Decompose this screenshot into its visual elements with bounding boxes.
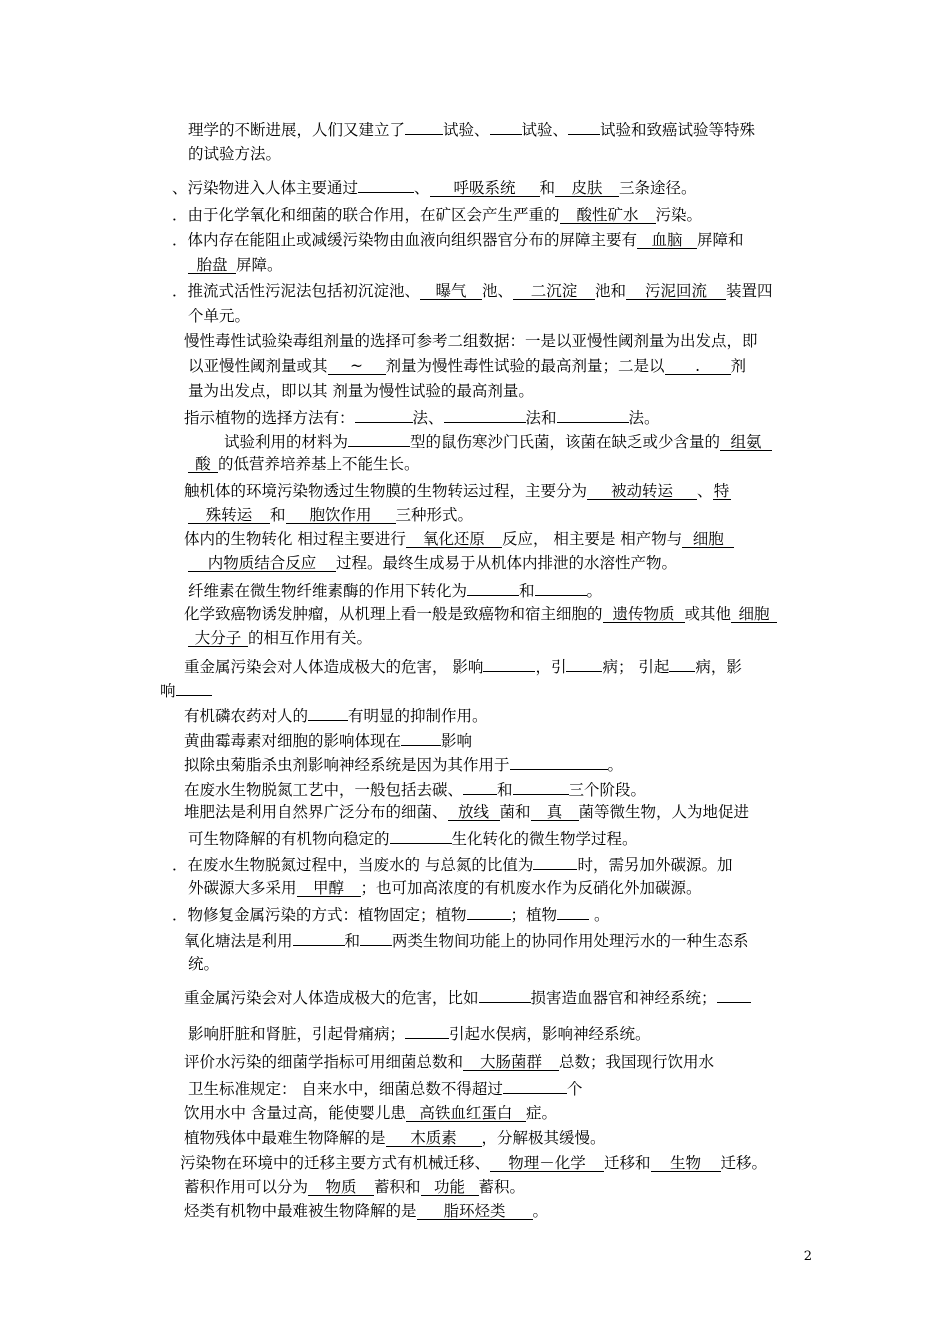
text-line (188, 579, 602, 601)
underlined-blank: 殊转运 (188, 507, 270, 524)
text-line (188, 954, 219, 974)
underlined-blank: 胞饮作用 (286, 507, 396, 524)
underlined-blank: 遗传物质 (603, 606, 685, 623)
text-segment: 屏障和 (697, 231, 744, 249)
text-segment: 卫生标准规定： 自来水中，细菌总数不得超过 (188, 1080, 503, 1098)
text-segment: 植物残体中最难生物降解的是 (184, 1129, 386, 1147)
text-segment: 。 (586, 582, 603, 600)
text-line (184, 704, 488, 726)
text-segment: ，引 (535, 658, 567, 676)
text-segment: 理学的不断进展，人们又建立了 (188, 121, 406, 139)
text-segment: 反应， 相主要是 相产物与 (501, 530, 683, 548)
text-line (188, 118, 755, 140)
text-segment: 试验、 (521, 121, 569, 139)
underlined-blank (355, 406, 413, 423)
underlined-blank: 放线 (448, 804, 500, 821)
text-line (188, 306, 250, 326)
underlined-blank (360, 929, 392, 946)
underlined-blank: 细胞 (731, 606, 777, 623)
text-segment: 损害造血器官和神经系统； (530, 989, 717, 1007)
text-segment: 以亚慢性阈剂量或其 (188, 357, 328, 375)
text-segment: 的相互作用有关。 (248, 629, 373, 647)
text-line (184, 406, 660, 428)
text-segment: 外碳源大多采用 (188, 879, 297, 897)
text-line (188, 878, 702, 898)
underlined-blank: 生物 (651, 1155, 721, 1172)
text-segment: 烃类有机物中最难被生物降解的是 (184, 1202, 417, 1220)
underlined-blank: 组氨 (720, 434, 772, 451)
text-segment: 量为出发点，即以其 剂量为慢性试验的最高剂量。 (188, 382, 534, 400)
text-segment: 氧化塘法是利用 (184, 932, 293, 950)
text-segment: 。 (532, 1202, 549, 1220)
underlined-blank: 物质 (308, 1179, 374, 1196)
text-segment: 影响 (441, 732, 473, 750)
text-segment: ；植物 (510, 906, 558, 924)
text-line (180, 1153, 767, 1173)
underlined-blank (176, 679, 212, 696)
underlined-blank (717, 986, 751, 1003)
underlined-blank (503, 1077, 567, 1094)
text-segment: 三种形式。 (395, 506, 474, 524)
text-line (188, 255, 283, 275)
text-line (184, 1128, 606, 1148)
underlined-blank: 酸性矿水 (560, 207, 656, 224)
underlined-blank (535, 579, 587, 596)
text-segment: 的低营养培养基上不能生长。 (218, 455, 420, 473)
text-segment: 生化转化的微生物学过程。 (451, 830, 638, 848)
text-segment: 指示植物的选择方法有： (184, 409, 355, 427)
text-segment: 池和 (595, 282, 627, 300)
text-segment: 型的鼠伤寒沙门氏菌，该菌在缺乏或少含量的 (410, 433, 721, 451)
text-segment: 。 (589, 906, 610, 924)
text-segment: 过程。最终生成易于从机体内排泄的水溶性产物。 (336, 554, 678, 572)
text-segment: 影响肝脏和肾脏，引起骨痛病； (188, 1025, 406, 1043)
text-segment: 污染。 (655, 206, 703, 224)
text-segment: 。 (607, 756, 624, 774)
underlined-blank (405, 1022, 449, 1039)
text-line (188, 454, 420, 474)
text-segment: 污染物在环境中的迁移主要方式有机械迁移、 (180, 1154, 491, 1172)
underlined-blank: 真 (531, 804, 579, 821)
underlined-blank: 大分子 (188, 630, 248, 647)
text-segment: ．在废水生物脱氮过程中，当废水的 与总氮的比值为 (172, 856, 534, 874)
text-line (160, 679, 212, 701)
text-line (184, 986, 751, 1008)
underlined-blank (513, 778, 569, 795)
text-segment: 症。 (525, 1104, 557, 1122)
underlined-blank (390, 827, 452, 844)
text-line (172, 176, 697, 198)
underlined-blank (293, 929, 345, 946)
text-segment: 三条途径。 (619, 179, 697, 197)
text-segment: 触机体的环境污染物透过生物膜的生物转运过程，主要分为 (184, 482, 588, 500)
text-line (184, 802, 749, 822)
text-line (188, 1022, 651, 1044)
text-segment: 试验和致癌试验等特殊 (600, 121, 756, 139)
text-line (184, 604, 777, 624)
underlined-blank: 特 (713, 482, 730, 500)
underlined-blank (568, 118, 600, 135)
text-segment: 、 (414, 179, 430, 197)
text-line (184, 1052, 714, 1072)
text-segment: 、 (697, 482, 713, 500)
text-segment: 和 (539, 179, 556, 197)
text-segment: 法、 (412, 409, 444, 427)
underlined-blank (533, 853, 577, 870)
text-segment: 蓄积。 (478, 1178, 526, 1196)
text-line (188, 356, 746, 376)
text-segment: 和 (519, 582, 535, 600)
underlined-blank: . (665, 358, 731, 375)
underlined-blank: 皮肤 (555, 180, 619, 197)
underlined-blank: 污泥回流 (626, 283, 726, 300)
text-segment: 菌等微生物，人为地促进 (578, 803, 750, 821)
text-line (224, 430, 772, 452)
text-segment: ．体内存在能阻止或减缓污染物由血液向组织器官分布的屏障主要有 (172, 231, 638, 249)
underlined-blank: 内物质结合反应 (188, 555, 336, 572)
text-segment: 统。 (188, 955, 220, 973)
underlined-blank: 高铁血红蛋白 (406, 1105, 526, 1122)
text-segment: 剂量为慢性毒性试验的最高剂量；二是以 (385, 357, 665, 375)
text-segment: 剂 (730, 357, 747, 375)
text-line (184, 529, 734, 549)
underlined-blank (308, 704, 348, 721)
text-line (184, 1201, 548, 1221)
underlined-blank (669, 655, 695, 672)
underlined-blank (566, 655, 602, 672)
text-line (172, 853, 732, 875)
text-segment: 黄曲霉毒素对细胞的影响体现在 (184, 732, 402, 750)
text-segment: 个单元。 (188, 307, 251, 325)
text-segment: 个 (566, 1080, 583, 1098)
text-line (172, 281, 773, 301)
text-segment: 拟除虫菊脂杀虫剂影响神经系统是因为其作用于 (184, 756, 510, 774)
underlined-blank: 二沉淀 (513, 283, 595, 300)
text-segment: 迁移。 (720, 1154, 768, 1172)
text-line (172, 230, 744, 250)
text-segment: 屏障。 (236, 256, 283, 274)
underlined-blank (479, 986, 531, 1003)
text-segment: 总数；我国现行饮用水 (559, 1053, 715, 1071)
underlined-blank: 大肠菌群 (463, 1054, 559, 1071)
text-line (184, 1177, 525, 1197)
underlined-blank (358, 176, 414, 193)
text-segment: 和 (497, 781, 513, 799)
underlined-blank: ~ (328, 358, 386, 375)
text-line (188, 144, 281, 164)
text-segment: 重金属污染会对人体造成极大的危害， 影响 (184, 658, 484, 676)
text-line (188, 827, 638, 849)
text-line (184, 729, 472, 751)
underlined-blank (401, 729, 441, 746)
text-line (184, 481, 731, 501)
text-segment: 纤维素在微生物纤维素酶的作用下转化为 (188, 582, 468, 600)
text-segment: 响 (160, 682, 176, 700)
page-number: 2 (803, 1249, 812, 1264)
underlined-blank: 呼吸系统 (430, 180, 540, 197)
underlined-blank: 功能 (421, 1179, 479, 1196)
underlined-blank (444, 406, 526, 423)
text-segment: 蓄积和 (374, 1178, 421, 1196)
text-segment: 在废水生物脱氮工艺中，一般包括去碳、 (184, 781, 464, 799)
text-segment: 和 (270, 506, 286, 524)
text-segment: 时，需另加外碳源。加 (577, 856, 733, 874)
text-segment: 迁移和 (604, 1154, 651, 1172)
text-line (184, 1103, 557, 1123)
underlined-blank (490, 118, 522, 135)
underlined-blank: 细胞 (682, 531, 734, 548)
text-segment: ．推流式活性污泥法包括初沉淀池、 (172, 282, 421, 300)
text-line (188, 628, 372, 648)
underlined-blank: 氧化还原 (406, 531, 502, 548)
text-segment: 法和 (525, 409, 557, 427)
text-segment: 法。 (628, 409, 660, 427)
text-segment: 菌和 (499, 803, 531, 821)
text-line (188, 1077, 582, 1099)
text-line (172, 903, 609, 925)
text-line (184, 929, 749, 951)
text-line (184, 331, 758, 351)
text-segment: 两类生物间功能上的协同作用处理污水的一种生态系 (392, 932, 749, 950)
text-segment: 慢性毒性试验染毒组剂量的选择可参考二组数据：一是以亚慢性阈剂量为出发点，即 (184, 332, 758, 350)
underlined-blank (510, 753, 608, 770)
text-segment: 试验、 (443, 121, 490, 139)
underlined-blank (463, 778, 497, 795)
underlined-blank: 木质素 (386, 1130, 482, 1147)
underlined-blank (557, 903, 589, 920)
text-segment: 重金属污染会对人体造成极大的危害，比如 (184, 989, 479, 1007)
text-segment: 病； 引起 (602, 658, 670, 676)
underlined-blank (483, 655, 535, 672)
text-segment: 的试验方法。 (188, 145, 282, 163)
text-segment: 病，影 (695, 658, 742, 676)
text-segment: 、污染物进入人体主要通过 (172, 179, 359, 197)
text-line (188, 553, 677, 573)
text-segment: 三个阶段。 (568, 781, 647, 799)
text-segment: 引起水俣病，影响神经系统。 (449, 1025, 651, 1043)
text-segment: 化学致癌物诱发肿瘤，从机理上看一般是致癌物和宿主细胞的 (184, 605, 603, 623)
text-line (188, 381, 534, 401)
text-segment: 装置四 (726, 282, 773, 300)
text-segment: 有明显的抑制作用。 (348, 707, 488, 725)
text-segment: 或其他 (684, 605, 732, 623)
text-segment: 蓄积作用可以分为 (184, 1178, 309, 1196)
underlined-blank (467, 903, 511, 920)
underlined-blank: 血脑 (637, 232, 697, 249)
text-line (188, 505, 473, 525)
text-segment: 可生物降解的有机物向稳定的 (188, 830, 390, 848)
underlined-blank: 脂环烃类 (417, 1203, 533, 1220)
text-line (172, 205, 702, 225)
text-segment: 试验利用的材料为 (224, 433, 349, 451)
underlined-blank (557, 406, 629, 423)
text-segment: 评价水污染的细菌学指标可用细菌总数和 (184, 1053, 464, 1071)
underlined-blank: 胎盘 (188, 257, 236, 274)
underlined-blank: 被动转运 (587, 483, 697, 500)
text-line (184, 778, 646, 800)
underlined-blank: 甲醇 (297, 880, 361, 897)
text-segment: ．由于化学氧化和细菌的联合作用，在矿区会产生严重的 (172, 206, 560, 224)
text-segment: 池、 (482, 282, 514, 300)
underlined-blank: 曝气 (420, 283, 482, 300)
text-segment: 体内的生物转化 相过程主要进行 (184, 530, 406, 548)
text-segment: ；也可加高浓度的有机废水作为反硝化外加碳源。 (360, 879, 702, 897)
underlined-blank (348, 430, 410, 447)
underlined-blank: 物理－化学 (490, 1155, 604, 1172)
text-segment: ，分解极其缓慢。 (481, 1129, 606, 1147)
text-segment: 饮用水中 含量过高，能使婴儿患 (184, 1104, 406, 1122)
underlined-blank (467, 579, 519, 596)
text-line (184, 753, 623, 775)
text-segment: 和 (344, 932, 361, 950)
text-segment: ．物修复金属污染的方式：植物固定；植物 (172, 906, 467, 924)
underlined-blank: 酸 (188, 456, 218, 473)
text-line (184, 655, 742, 677)
text-segment: 堆肥法是利用自然界广泛分布的细菌、 (184, 803, 448, 821)
underlined-blank (405, 118, 443, 135)
text-segment: 有机磷农药对人的 (184, 707, 309, 725)
